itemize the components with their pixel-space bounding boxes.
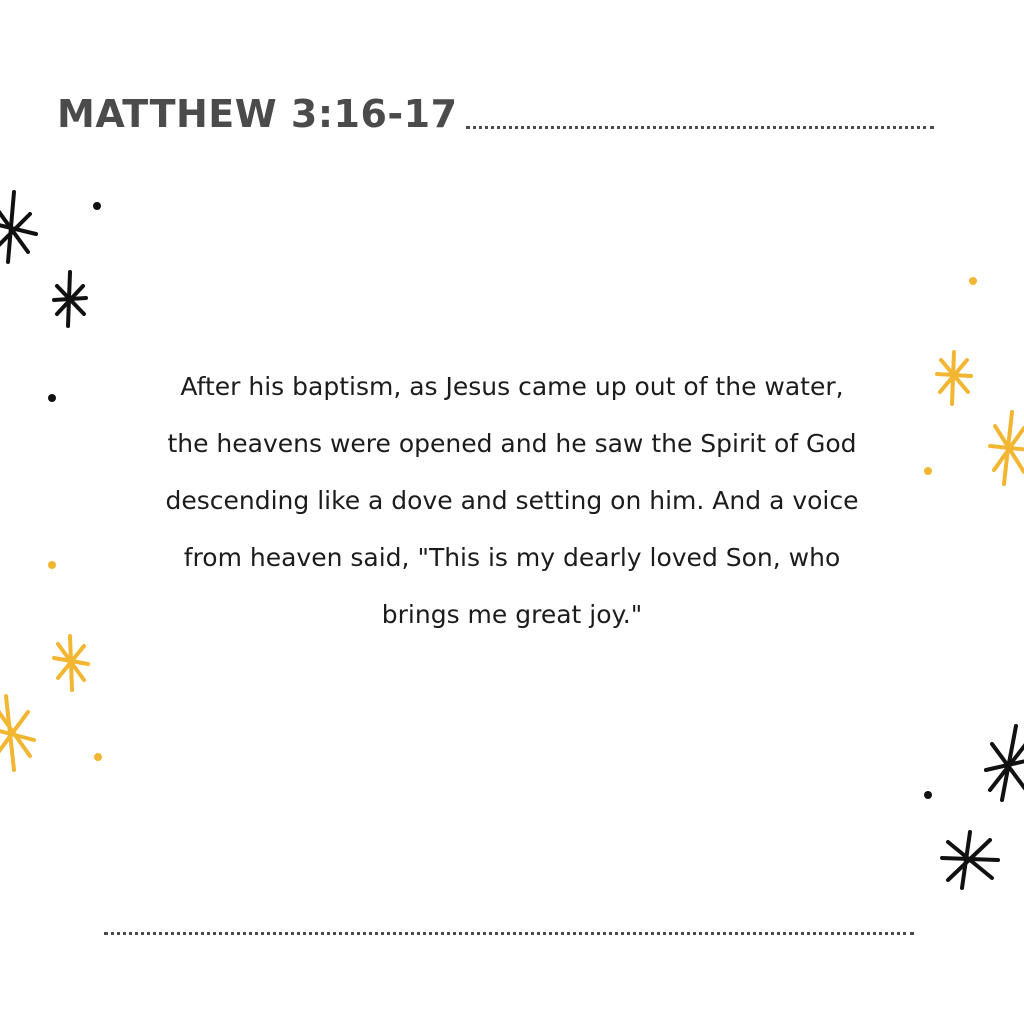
bottom-dotted-divider: [104, 932, 914, 935]
black-dot-icon: [924, 791, 932, 799]
gold-star-icon: [54, 636, 88, 690]
black-star-icon: [0, 192, 36, 262]
black-dot-icon: [93, 202, 101, 210]
gold-dot-icon: [924, 467, 932, 475]
gold-dot-icon: [94, 753, 102, 761]
verse-text: After his baptism, as Jesus came up out of the water, the heavens were opened and he saw the Spirit of God descending like a dove and setting on him. And a voice from heaven said, "This is my dearly loved Son, who brings me great joy.": [165, 372, 859, 629]
gold-star-icon: [990, 412, 1024, 484]
gold-star-icon: [0, 696, 34, 770]
gold-dot-icon: [969, 277, 977, 285]
black-star-icon: [986, 726, 1024, 800]
gold-star-icon: [937, 352, 971, 404]
black-star-icon: [942, 832, 998, 888]
top-dotted-divider: [466, 126, 934, 129]
black-dot-icon: [48, 394, 56, 402]
verse-reference-heading: MATTHEW 3:16-17: [57, 92, 458, 136]
black-star-icon: [54, 272, 86, 326]
gold-dot-icon: [48, 561, 56, 569]
